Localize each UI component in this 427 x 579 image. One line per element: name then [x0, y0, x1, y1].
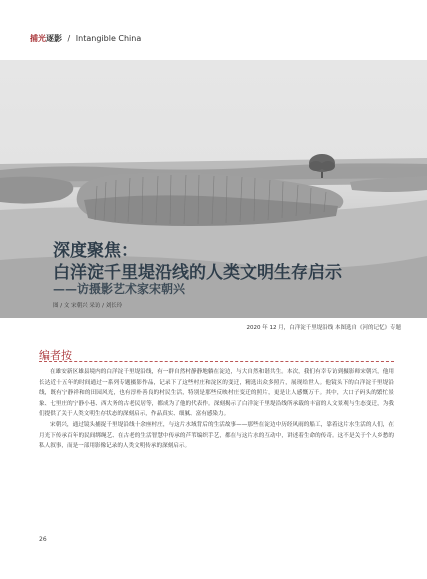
section-header [30, 33, 141, 44]
editor-note-body [39, 367, 394, 452]
page-number: 26 [39, 536, 47, 543]
article-credits: 图 / 文 宋朝兴 采访 / 刘长玲 [53, 303, 123, 309]
column-name-part-a: 捕光 [30, 34, 46, 43]
editor-note-paragraph-1: 在雄安新区雄县境内的白洋淀千里堤沿线，有一群自然村静静地躺在淀边，与大自然和谐共生。本次，我们有幸专访到摄影师宋朝兴，他用长达近十五年的时间通过一系列专题摄影作品，记录下了这些村庄和淀区的变迁，精选出众多照片，展现给世人。他镜头下的白洋淀千里堤沿线，既有宁静祥和的田园风光，也有淳朴善良的村民生活，特别是那些反映村庄变迁的照片，更是让人感慨万千。其中，大口子码头的繁忙景象、七里庄的宁静小巷、西大务的古老民居等，都成为了他的代表作。深刻揭示了白洋淀千里堤沿线所承载的丰富的人文景观与生态变迁，为我们提供了关于人类文明生存状态的深刻启示，作品真实、细腻、富有感染力。 [39, 369, 394, 418]
editor-note-heading: 编者按 [39, 349, 72, 362]
article-title-line-2: 白洋淀千里堤沿线的人类文明生存启示 [53, 263, 342, 283]
photo-caption: 2020 年 12 月，白洋淀千里堤沿线 本图选自《河的记忆》专题 [246, 325, 401, 331]
editor-note-divider [39, 361, 394, 362]
article-subtitle: ——访摄影艺术家宋朝兴 [53, 282, 186, 296]
header-separator: / [67, 34, 71, 43]
article-title-line-1: 深度聚焦： [53, 241, 138, 261]
editor-note-paragraph-2: 宋朝兴，通过镜头捕捉千里堤沿线十余座村庄，与这片水域背后的生活故事——那些在淀边中历经风雨的船工，靠着这片水生活的人们，在月光下传承百年的民间绑绳艺、在古老的生活智慧中传承的芦苇编织手艺，都在与这片水的互动中，讲述着生命的传奇。这不是关于个人乡愁的私人叙事，而是一部用影像记录的人类文明传承的深刻启示。 [39, 421, 394, 450]
column-name-part-b: 逐影 [46, 34, 62, 43]
column-name-english: Intangible China [75, 34, 142, 43]
